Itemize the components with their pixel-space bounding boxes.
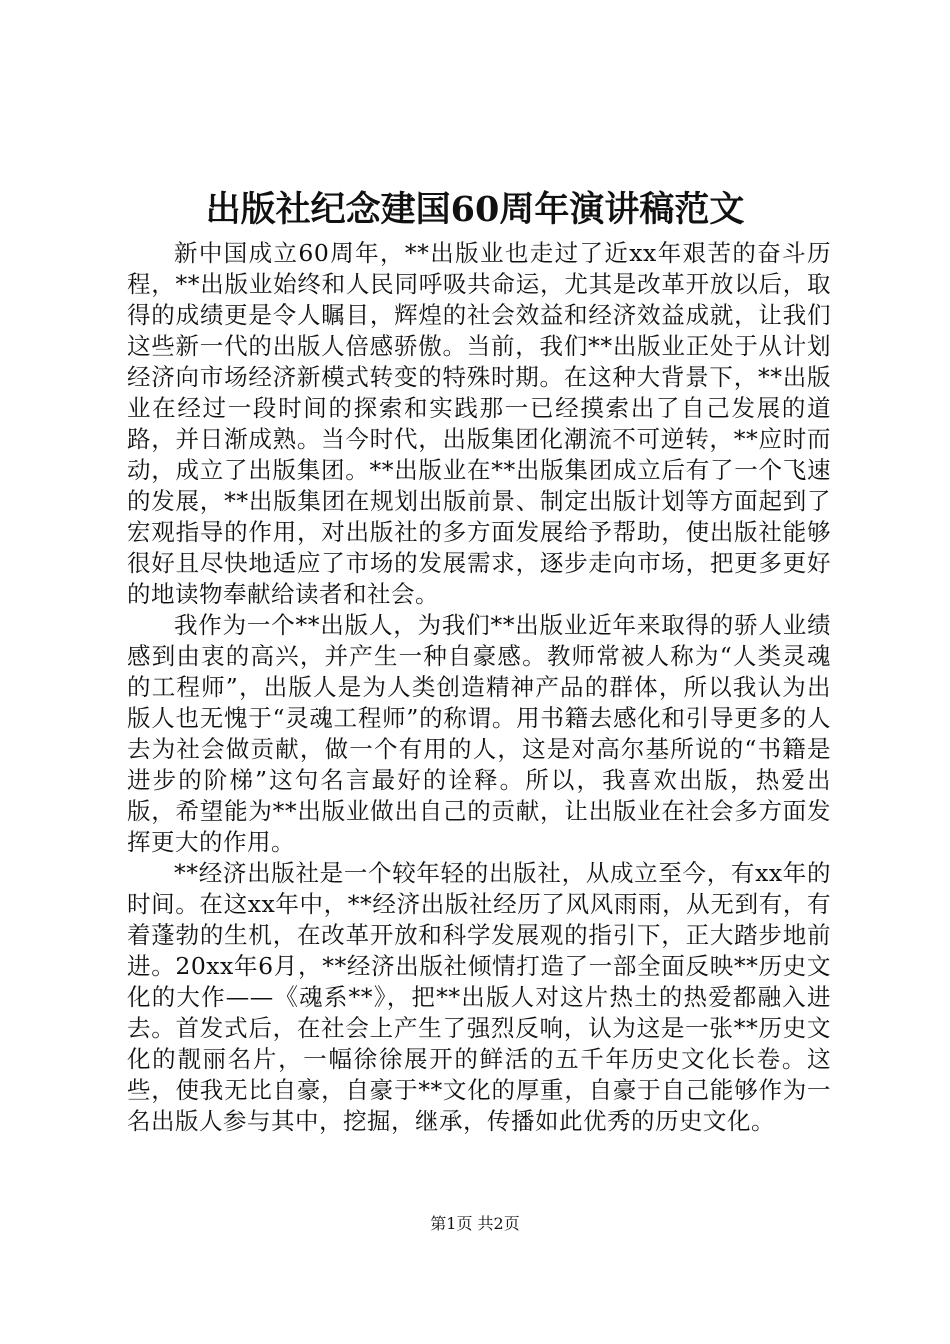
document-title: 出版社纪念建国60周年演讲稿范文: [205, 189, 745, 230]
paragraph-3: **经济出版社是一个较年轻的出版社，从成立至今，有xx年的时间。在这xx年中，**经济出版社经历了风风雨雨，从无到有，有着蓬勃的生机，在改革开放和科学发展观的指引下，正大踏步地前进。20xx年6月，**经济出版社倾情打造了一部全面反映**历史文化的大作——《魂系**》，把**出版人对这片热土的热爱都融入进去。首发式后，在社会上产生了强烈反响，认为这是一张**历史文化的靓丽名片，一幅徐徐展开的鲜活的五千年历史文化长卷。这些，使我无比自豪，自豪于**文化的厚重，自豪于自己能够作为一名出版人参与其中，挖掘，继承，传播如此优秀的历史文化。: [127, 859, 831, 1135]
document-body: [127, 238, 831, 1137]
paragraph-2: 我作为一个**出版人，为我们**出版业近年来取得的骄人业绩感到由衷的高兴，并产生一种自豪感。教师常被人称为“人类灵魂的工程师”，出版人是为人类创造精神产品的群体，所以我认为出版人也无愧于“灵魂工程师”的称谓。用书籍去感化和引导更多的人去为社会做贡献，做一个有用的人，这是对高尔基所说的“书籍是进步的阶梯”这句名言最好的诠释。所以，我喜欢出版，热爱出版，希望能为**出版业做出自己的贡献，让出版业在社会多方面发挥更大的作用。: [127, 611, 831, 856]
paragraph-1: 新中国成立60周年，**出版业也走过了近xx年艰苦的奋斗历程，**出版业始终和人民同呼吸共命运，尤其是改革开放以后，取得的成绩更是令人瞩目，辉煌的社会效益和经济效益成就，让我们这些新一代的出版人倍感骄傲。当前，我们**出版业正处于从计划经济向市场经济新模式转变的特殊时期。在这种大背景下，**出版业在经过一段时间的探索和实践那一已经摸索出了自己发展的道路，并日渐成熟。当今时代，出版集团化潮流不可逆转，**应时而动，成立了出版集团。**出版业在**出版集团成立后有了一个飞速的发展，**出版集团在规划出版前景、制定出版计划等方面起到了宏观指导的作用，对出版社的多方面发展给予帮助，使出版社能够很好且尽快地适应了市场的发展需求，逐步走向市场，把更多更好的地读物奉献给读者和社会。: [127, 239, 831, 608]
page-footer: 第1页 共2页: [430, 1214, 520, 1233]
